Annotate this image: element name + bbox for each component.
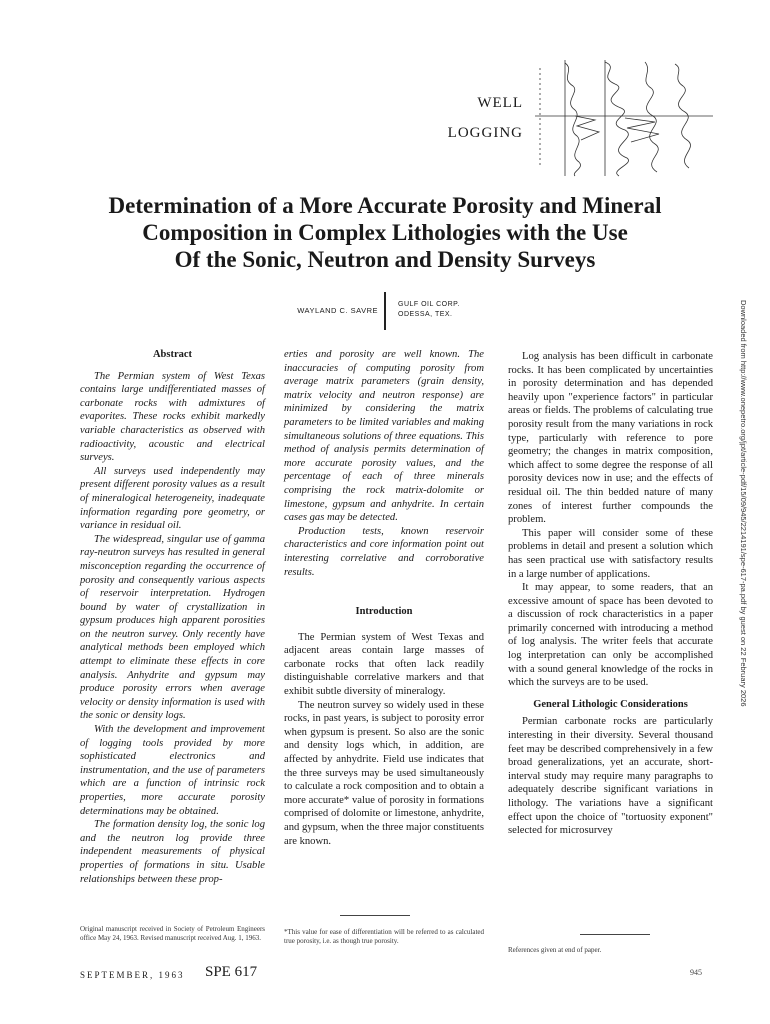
footnote-rule (580, 934, 650, 935)
title-line-3: Of the Sonic, Neutron and Density Surveys (174, 247, 596, 272)
references-footnote: References given at end of paper. (508, 946, 602, 954)
column-2 (284, 348, 484, 848)
body-paragraph: Log analysis has been difficult in carbonate rocks. It has been complicated by uncertainties in porosity determination and has depended heavily upon "experience factors" in particular areas or fields. The problems of calculating true porosity result from the many variations in rock type, particularly with reference to pore geometry; the changes in matrix composition, which affect to some degree the response of all porosity devices now in use; and the effects of residual oil. The thin bedded nature of many zones of interest further compounds the problem. (508, 351, 713, 526)
abstract-paragraph: All surveys used independently may present different porosity values as a result of mineralogical heterogeneity, inadequate information regarding pore geometry, or variance in residual oil. (80, 465, 265, 532)
abstract-paragraph: The widespread, singular use of gamma ray-neutron surveys has resulted in general misconception regarding the occurrence of porosity and consequently various aspects of reservoir interpretation. Hydrogen bound by water of crystallization in gypsum produces high apparent porosities on the neutron survey. Only recently have analytical methods been employed which attempt to eliminate these effects in core analysis. Anhydrite and gypsum may produce porosity errors when average velocity or density information is used with the sonic or density logs. (80, 533, 265, 722)
title-line-1: Determination of a More Accurate Porosity and Mineral (108, 193, 662, 218)
column-3 (508, 350, 713, 838)
author-name: WAYLAND C. SAVRE (297, 306, 378, 315)
section-banner (443, 88, 523, 148)
page-number: 945 (690, 968, 702, 977)
porosity-footnote: *This value for ease of differentiation will be referred to as calculated true porosity, i.e. as though true porosity. (284, 928, 484, 945)
column-1 (80, 348, 265, 886)
banner-line2: LOGGING (447, 125, 523, 141)
body-paragraph: This paper will consider some of these problems in detail and present a solution which has seen practical use with satisfactory results in a large number of applications. (508, 527, 713, 580)
author-divider (384, 292, 386, 330)
article-title (60, 192, 710, 273)
body-paragraph: It may appear, to some readers, that an excessive amount of space has been devoted to a discussion of rock characteristics in a paper primarily concerned with introducing a method of log analysis. The writer feels that accurate log interpretation can only be accomplished with a sound general knowledge of the rocks in which the surveys are to be used. (508, 582, 713, 689)
affiliation-company: GULF OIL CORP. (398, 301, 460, 308)
footnote-rule (340, 915, 410, 916)
author-affiliation (398, 300, 518, 320)
introduction-paragraph: The Permian system of West Texas and adjacent areas contain large masses of carbonate rocks that often lack readily distinguishable correlative markers and that exhibit subtle diversity of mineralogy. (284, 631, 484, 698)
abstract-paragraph: erties and porosity are well known. The inaccuracies of computing porosity from average matrix parameters (grain density, matrix velocity and neutron response) are minimized by considering the matrix parameters to be limited variables and making simultaneous solutions of three equations. This method of analysis permits determination of more accurate porosity values, and the percentage of each of three minerals comprising the rock matrix-dolomite or limestone, gypsum and anhydrite. In certain cases gas may be detected. (284, 349, 484, 524)
abstract-paragraph: The Permian system of West Texas contains large undifferentiated masses of carbonate rocks with admixtures of evaporites. These rocks exhibit markedly variable characteristics as observed with radioactivity, acoustic and electrical surveys. (80, 370, 265, 464)
issue-date: SEPTEMBER, 1963 (80, 970, 185, 980)
paper-number: SPE 617 (205, 964, 258, 980)
general-lithologic-heading: General Lithologic Considerations (533, 698, 688, 710)
abstract-paragraph: Production tests, known reservoir characteristics and core information point out interesting correlative and corroborative results. (284, 525, 484, 578)
body-paragraph: Permian carbonate rocks are particularly interesting in their diversity. Several thousand feet may be described comprehensively in a few broad generalizations, yet an accurate, short-interval study may require many paragraphs to adequately describe significant variations in lithology. The variations have a significant effect upon the choice of "tortuosity exponent" selected for microsurvey (508, 716, 713, 837)
download-note-text: Downloaded from http://www.onepetro.org/jpt/article-pdf/15/09/945/2214191/spe-617-pa.pdf by guest on 22 February 2026 (739, 300, 748, 707)
manuscript-footnote: Original manuscript received in Society of Petroleum Engineers office May 24, 1963. Revised manuscript received Aug. 1, 1963. (80, 925, 265, 942)
abstract-paragraph: The formation density log, the sonic log and the neutron log provide three independent measurements of physical properties of formations in situ. Usable relationships between these prop- (80, 819, 265, 885)
abstract-heading: Abstract (152, 349, 193, 360)
introduction-paragraph: The neutron survey so widely used in these rocks, in past years, is subject to porosity error when gypsum is present. So also are the sonic and density logs which, in addition, are affected by anhydrite. Field use indicates that the three surveys may be used simultaneously to calculate a rock composition and to obtain a more accurate* value of porosity in formations comprised of dolomite or limestone, anhydrite, and gypsum, when the three major constituents are known. (284, 699, 484, 847)
well-log-illustration (535, 58, 713, 178)
abstract-paragraph: With the development and improvement of logging tools provided by more sophisticated electronics and instrumentation, and the use of parameters which are a function of intrinsic rock properties, more accurate porosity determinations may be obtained. (80, 724, 265, 817)
affiliation-location: ODESSA, TEX. (398, 311, 453, 318)
banner-line1: WELL (477, 95, 523, 111)
download-watermark (736, 300, 750, 740)
introduction-heading: Introduction (355, 606, 413, 618)
title-line-2: Composition in Complex Lithologies with the Use (142, 220, 628, 245)
